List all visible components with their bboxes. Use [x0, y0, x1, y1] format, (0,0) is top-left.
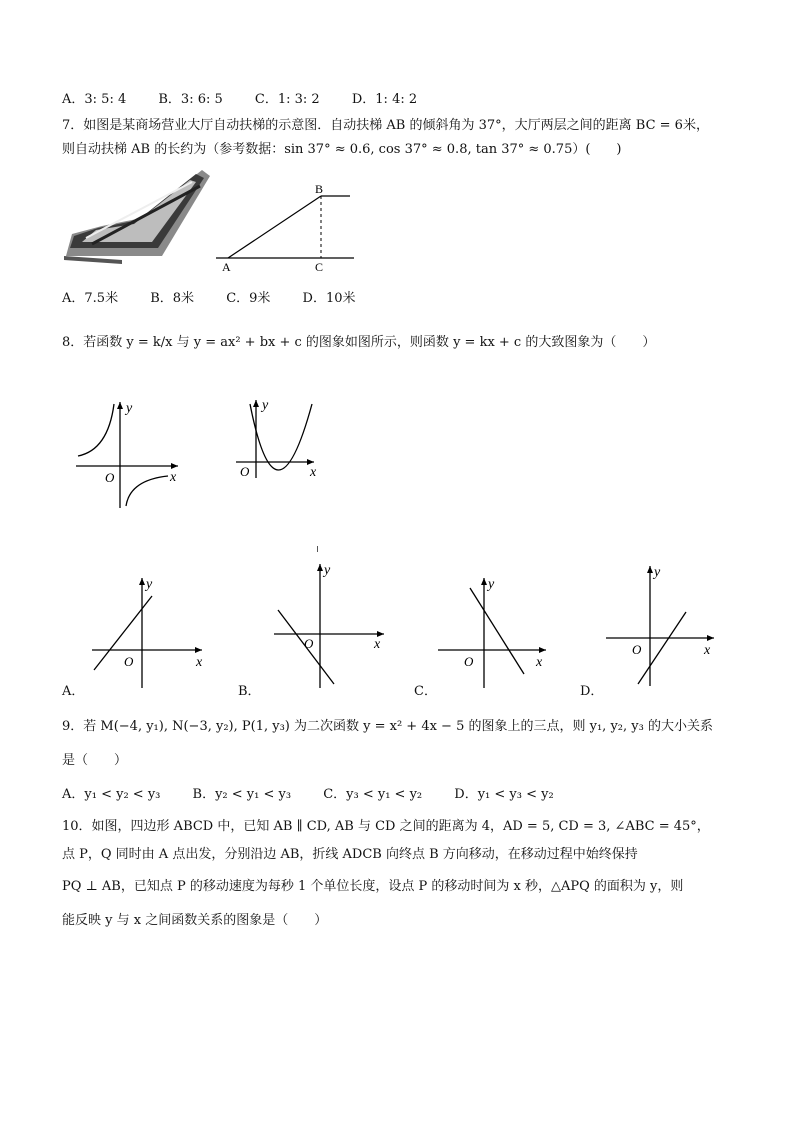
q9-options — [62, 786, 582, 804]
option-b-graph — [272, 560, 392, 690]
axis-x: x — [196, 655, 203, 670]
q7-triangle-diagram — [212, 178, 362, 274]
q6-option-b: B．3: 6: 5 — [158, 92, 223, 107]
q9-option-a: A．y₁ < y₂ < y₃ — [62, 787, 161, 802]
option-b-label: B． — [238, 684, 261, 699]
axis-y: y — [324, 563, 331, 578]
origin-o: O — [464, 654, 474, 669]
q9-option-c: C．y₃ < y₁ < y₂ — [323, 787, 423, 802]
axis-x: x — [170, 470, 177, 485]
q7-stem-line1: 7．如图是某商场营业大厅自动扶梯的示意图．自动扶梯 AB 的倾斜角为 37°，大厅两层之间的距离 BC = 6米， — [62, 118, 709, 133]
q9-option-b: B．y₂ < y₁ < y₃ — [192, 787, 292, 802]
axis-y: y — [654, 565, 661, 580]
escalator-photo — [62, 168, 212, 264]
q9-stem-line2: 是（ ） — [62, 753, 128, 768]
q10-line4: 能反映 y 与 x 之间函数关系的图象是（ ） — [62, 913, 328, 928]
axis-x: x — [704, 643, 711, 658]
option-c-graph — [436, 574, 552, 690]
q8-stem: 8．若函数 y = k/x 与 y = ax² + bx + c 的图象如图所示，则函数 y = kx + c 的大致图象为（ ） — [62, 335, 656, 350]
q7-option-a: A．7.5米 — [62, 291, 119, 306]
origin-o: O — [240, 464, 250, 479]
stray-mark — [317, 546, 318, 552]
axis-y: y — [488, 577, 495, 592]
q7-option-d: D．10米 — [302, 291, 356, 306]
option-a-label: A． — [62, 684, 85, 699]
q6-option-a: A．3: 5: 4 — [62, 92, 127, 107]
q6-option-d: D．1: 4: 2 — [351, 92, 418, 107]
q9-option-d: D．y₁ < y₃ < y₂ — [454, 787, 554, 802]
option-c-label: C． — [414, 684, 437, 699]
q7-options — [62, 290, 384, 308]
label-a: A — [222, 260, 231, 274]
axis-x: x — [536, 655, 543, 670]
q10-line1: 10．如图，四边形 ABCD 中，已知 AB ∥ CD, AB 与 CD 之间的距离为 4，AD = 5, CD = 3, ∠ABC = 45°， — [62, 819, 710, 834]
axis-y: y — [146, 577, 153, 592]
origin-o: O — [304, 636, 314, 651]
q10-line3: PQ ⊥ AB，已知点 P 的移动速度为每秒 1 个单位长度，设点 P 的移动时间为 x 秒，△APQ 的面积为 y，则 — [62, 879, 684, 894]
axis-y: y — [262, 398, 269, 413]
q7-stem-line2: 则自动扶梯 AB 的长约为（参考数据：sin 37° ≈ 0.6, cos 37° ≈ 0.8, tan 37° ≈ 0.75）( ) — [62, 142, 622, 157]
q9-stem-line1: 9．若 M(−4, y₁), N(−3, y₂), P(1, y₃) 为二次函数 y = x² + 4x − 5 的图象上的三点，则 y₁, y₂, y₃ 的大小关系 — [62, 719, 713, 734]
axis-y: y — [126, 401, 133, 416]
origin-o: O — [105, 470, 115, 485]
q7-option-c: C．9米 — [226, 291, 271, 306]
axis-x: x — [310, 465, 317, 480]
parabola-graph — [232, 396, 324, 480]
axis-x: x — [374, 637, 381, 652]
option-d-graph — [604, 562, 720, 690]
q7-option-b: B．8米 — [150, 291, 195, 306]
label-c: C — [315, 260, 324, 274]
origin-o: O — [632, 642, 642, 657]
option-a-graph — [90, 574, 210, 690]
q6-options — [62, 91, 445, 109]
q10-line2: 点 P，Q 同时由 A 点出发，分别沿边 AB，折线 ADCB 向终点 B 方向移动，在移动过程中始终保持 — [62, 847, 638, 862]
label-b: B — [315, 182, 324, 196]
hyperbola-graph — [72, 398, 184, 512]
option-d-label: D． — [580, 684, 604, 699]
origin-o: O — [124, 654, 134, 669]
q6-option-c: C．1: 3: 2 — [254, 92, 320, 107]
